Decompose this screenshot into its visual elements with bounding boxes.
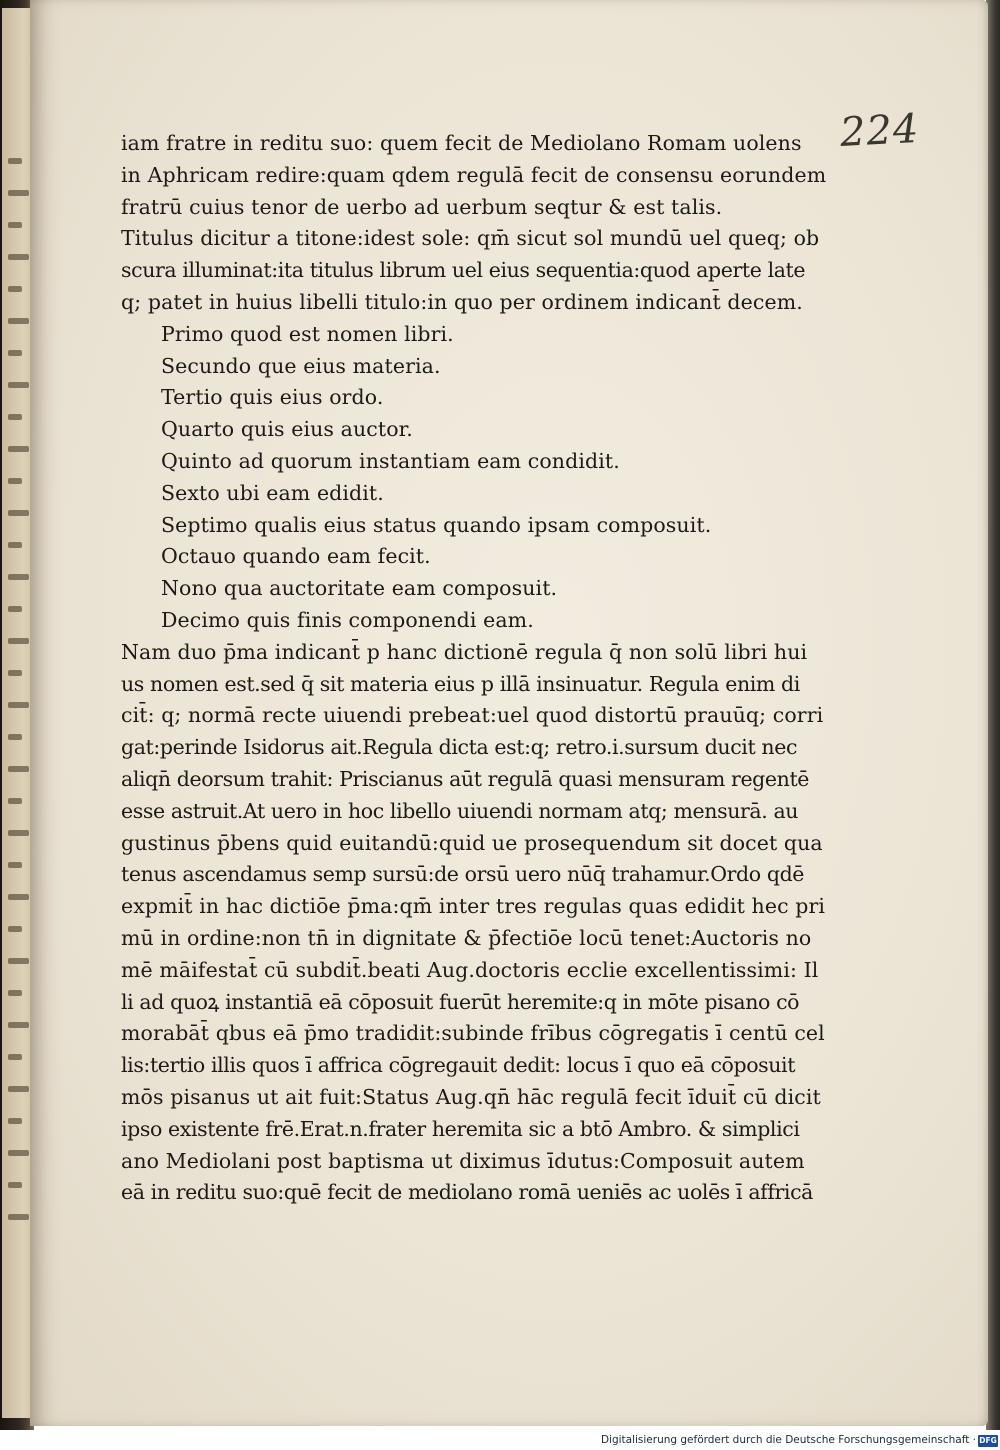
text-line: mōs pisanus ut ait fuit:Status Aug.qn̄ hāc regulā fecit īduit̄ cū dicit xyxy=(121,1084,821,1109)
text-line: li ad quoꝝ instantiā eā cōposuit fuerūt heremite:q in mōte pisano cō xyxy=(121,989,800,1014)
facing-page-ink-mark xyxy=(8,670,22,676)
facing-page-ink-mark xyxy=(8,1182,22,1188)
text-line: gustinus p̄bens quid euitandū:quid ue prosequendum sit docet qua xyxy=(121,830,823,855)
text-line: Primo quod est nomen libri. xyxy=(161,321,454,346)
text-line: Quinto ad quorum instantiam eam condidit. xyxy=(161,448,620,473)
facing-page-ink-mark xyxy=(8,222,22,228)
facing-page-ink-mark xyxy=(8,158,22,164)
text-line: aliqn̄ deorsum trahit: Priscianus aūt regulā quasi mensuram regentē xyxy=(121,766,810,791)
facing-page-ink-mark xyxy=(8,862,22,868)
facing-page-ink-mark xyxy=(8,286,22,292)
facing-page-ink-mark xyxy=(8,190,29,196)
text-line: Quarto quis eius auctor. xyxy=(161,417,413,442)
facing-page-ink-mark xyxy=(8,1150,29,1156)
facing-page-ink-mark xyxy=(8,1086,29,1092)
text-line: Nam duo p̄ma indicant̄ p hanc dictionē regula q̄ non solū libri hui xyxy=(121,639,808,664)
text-line: expmit̄ in hac dictiōe p̄ma:qm̄ inter tres regulas quas edidit hec pri xyxy=(121,894,826,919)
facing-page-ink-mark xyxy=(8,510,29,516)
text-block xyxy=(121,128,826,1209)
footer-bar xyxy=(0,1432,1000,1450)
text-line: eā in reditu suo:quē fecit de mediolano romā ueniēs ac uolēs ī affricā xyxy=(121,1180,813,1205)
text-line: q; patet in huius libelli titulo:in quo per ordinem indicant̄ decem. xyxy=(121,289,803,314)
text-line: Octauo quando eam fecit. xyxy=(161,544,431,569)
text-line: fratrū cuius tenor de uerbo ad uerbum seqtur & est talis. xyxy=(121,194,723,219)
facing-page-ink-mark xyxy=(8,542,22,548)
text-line: in Aphricam redire:quam qdem regulā fecit de consensu eorundem xyxy=(121,162,827,187)
text-line: tenus ascendamus semp sursū:de orsū uero nūq̄ trahamur.Ordo qdē xyxy=(121,862,805,887)
text-line: scura illuminat:ita titulus librum uel eius sequentia:quod aperte late xyxy=(121,258,806,283)
facing-page-ink-mark xyxy=(8,1054,22,1060)
facing-page-ink-mark xyxy=(8,1022,29,1028)
facing-page-ink-mark xyxy=(8,478,22,484)
facing-page-ink-mark xyxy=(8,734,22,740)
folio-number: 224 xyxy=(838,105,921,157)
facing-page-ink-mark xyxy=(8,702,29,708)
text-line: iam fratre in reditu suo: quem fecit de Mediolano Romam uolens xyxy=(121,131,802,155)
facing-page-ink-mark xyxy=(8,1214,29,1220)
digitization-credit: Digitalisierung gefördert durch die Deutsche Forschungsgemeinschaft · xyxy=(600,1434,976,1446)
text-line: Decimo quis finis componendi eam. xyxy=(161,607,534,632)
text-line: Septimo qualis eius status quando ipsam composuit. xyxy=(161,512,712,537)
text-line: ano Mediolani post baptisma ut diximus īdutus:Composuit autem xyxy=(121,1148,805,1173)
right-page-edge xyxy=(986,0,1000,1430)
text-line: us nomen est.sed q̄ sit materia eius p illā insinuatur. Regula enim di xyxy=(121,671,800,696)
facing-page-ink-mark xyxy=(8,830,29,836)
text-line: Tertio quis eius ordo. xyxy=(161,385,384,410)
text-line: esse astruit.At uero in hoc libello uiuendi normam atq; mensurā. au xyxy=(121,798,799,823)
facing-page-ink-mark xyxy=(8,1118,22,1124)
text-line: mū in ordine:non tn̄ in dignitate & p̄fectiōe locū tenet:Auctoris no xyxy=(121,925,812,950)
facing-page-ink-mark xyxy=(8,446,29,452)
facing-page-ink-mark xyxy=(8,606,22,612)
facing-page-ink-mark xyxy=(8,990,22,996)
text-line: ipso existente frē.Erat.n.frater heremita sic a btō Ambro. & simplici xyxy=(121,1116,800,1141)
text-line: cit̄: q; normā recte uiuendi prebeat:uel quod distortū prauūq; corri xyxy=(121,703,824,728)
text-line: Nono qua auctoritate eam composuit. xyxy=(161,576,558,601)
text-line: mē māifestat̄ cū subdit̄.beati Aug.doctoris ecclie excellentissimi: Il xyxy=(121,957,819,982)
facing-page-ink-mark xyxy=(8,798,22,804)
text-line: gat:perinde Isidorus ait.Regula dicta est:q; retro.i.sursum ducit nec xyxy=(121,735,798,760)
text-line: morabāt̄ qbus eā p̄mo tradidit:subinde frībus cōgregatis ī centū cel xyxy=(121,1021,825,1046)
facing-page-ink-mark xyxy=(8,382,29,388)
text-line: Secundo que eius materia. xyxy=(161,353,441,378)
facing-page-ink-mark xyxy=(8,894,29,900)
facing-page-ink-mark xyxy=(8,926,22,932)
facing-page-ink-mark xyxy=(8,766,29,772)
facing-page-ink-mark xyxy=(8,254,29,260)
facing-page-ink-mark xyxy=(8,350,22,356)
facing-page-ink-mark xyxy=(8,414,22,420)
text-line: lis:tertio illis quos ī affrica cōgregauit dedit: locus ī quo eā cōposuit xyxy=(121,1053,796,1078)
text-line: Sexto ubi eam edidit. xyxy=(161,480,384,505)
dfg-logo: DFG xyxy=(979,1436,997,1445)
facing-page-ink-mark xyxy=(8,574,29,580)
text-line: Titulus dicitur a titone:idest sole: qm̄ sicut sol mundū uel queq; ob xyxy=(121,226,820,251)
facing-page-ink-mark xyxy=(8,318,29,324)
facing-page-ink-mark xyxy=(8,638,29,644)
facing-page-ink-mark xyxy=(8,958,29,964)
